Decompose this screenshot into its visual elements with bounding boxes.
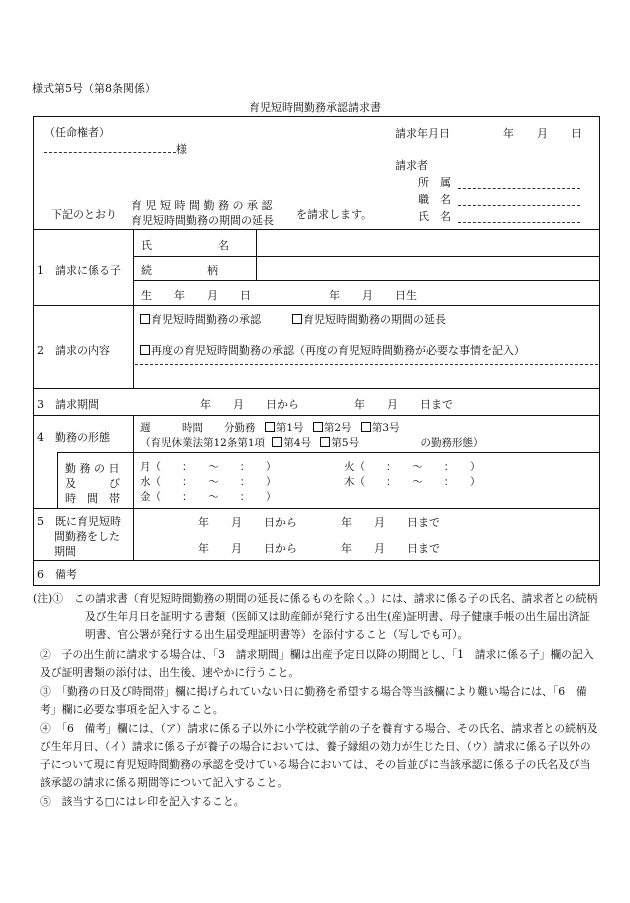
- request-day: 日: [571, 127, 582, 140]
- monday-hours[interactable]: 月（ ： ～ ： ）: [140, 461, 277, 473]
- section6-label: 6 備考: [37, 568, 77, 581]
- section5-label-2: 間勤務をした: [54, 530, 120, 543]
- checkbox-icon[interactable]: [313, 422, 323, 432]
- child-name-field[interactable]: [262, 233, 596, 253]
- position-label: 職 名: [418, 193, 451, 206]
- note-2: ② 子の出生前に請求する場合は、「3 請求期間」欄は出産予定日以降の期間とし、「1 請求に係る子」欄の記入及び証明書類の添付は、出生後、速やかに行うこと。: [40, 648, 594, 679]
- note-4: ④ 「6 備考」欄には、（ア）請求に係る子以外に小学校就学前の子を養育する場合、その氏名、請求者との続柄及び生年月日、（イ）請求に係る子が養子の場合においては、養子縁組の効力が生じた日、（ウ）請求に係る子以外の子について現に育児短時間勤務の承認を受けている場合においては、その旨並びに当該承認に係る子の氏名及び当該承認の請求に係る期間等について記入すること。: [40, 722, 598, 789]
- section5-label-1: 5 既に育児短時: [37, 515, 121, 528]
- affiliation-label: 所 属: [418, 176, 451, 189]
- note-3: ③ 「勤務の日及び時間帯」欄に掲げられていない日に勤務を希望する場合等当該欄により難い場合には、「6 備考」欄に必要な事項を記入すること。: [40, 685, 587, 716]
- remarks-field[interactable]: [133, 562, 598, 584]
- thursday-hours[interactable]: 木（ ： ～ ： ）: [344, 476, 481, 488]
- option-approval: 育 児 短 時 間 勤 務 の 承 認: [131, 199, 273, 212]
- section4-label: 4 勤務の形態: [37, 431, 110, 444]
- workday-sublabel-1: 勤 務 の 日: [65, 462, 120, 475]
- request-year: 年: [503, 127, 514, 140]
- request-period-value: 年 月 日から 年 月 日まで: [200, 398, 453, 411]
- requester-label: 請求者: [395, 159, 428, 172]
- wednesday-hours[interactable]: 水（ ： ～ ： ）: [140, 476, 277, 488]
- as-follows-text: 下記のとおり: [51, 208, 117, 221]
- checkbox-icon[interactable]: [140, 345, 150, 355]
- option-extension: 育児短時間勤務の期間の延長: [131, 214, 274, 227]
- section2-label: 2 請求の内容: [37, 344, 110, 357]
- appointer-field[interactable]: [44, 141, 187, 157]
- note-1: (注)① この請求書（育児短時間勤務の期間の延長に係るものを除く。）には、請求に係る子の氏名、請求者との続柄及び生年月日を証明する書類（医師又は助産師が発行する出生(産)証明書、母子健康手帳の出生届出済証明書、官公署が発行する出生届受理証明書等）を添付すること（写しでも可）。: [33, 592, 598, 641]
- form-number: 様式第5号（第8条関係）: [32, 82, 156, 95]
- request-month: 月: [537, 127, 548, 140]
- past-period-row1: 年 月 日から 年 月 日まで: [198, 516, 440, 529]
- checkbox-icon[interactable]: [272, 437, 282, 447]
- past-period-row2: 年 月 日から 年 月 日まで: [198, 542, 440, 555]
- child-birth-value: 年 月 日生: [329, 289, 417, 302]
- section3-label: 3 請求期間: [37, 398, 99, 411]
- check-extension[interactable]: 育児短時間勤務の期間の延長: [292, 311, 446, 327]
- position-field[interactable]: [458, 205, 580, 206]
- checkbox-icon[interactable]: [292, 314, 302, 324]
- section1-label: 1 請求に係る子: [37, 264, 121, 277]
- workday-sublabel-2: 及 び: [65, 477, 120, 490]
- request-suffix: を請求します。: [296, 208, 373, 221]
- workday-sublabel-3: 時 間 帯: [65, 492, 120, 505]
- tuesday-hours[interactable]: 火（ ： ～ ： ）: [344, 461, 481, 473]
- check-reapproval[interactable]: 再度の育児短時間勤務の承認（再度の育児短時間勤務が必要な事情を記入）: [140, 342, 525, 358]
- name-label: 氏 名: [418, 210, 451, 223]
- checkbox-icon[interactable]: [361, 422, 371, 432]
- name-field[interactable]: [458, 222, 580, 223]
- work-form-line2: （育児休業法第12条第1項 第4号 第5号 の勤務形態）: [140, 437, 484, 449]
- affiliation-field[interactable]: [458, 188, 580, 189]
- checkbox-icon[interactable]: [320, 437, 330, 447]
- checkbox-icon[interactable]: [265, 422, 275, 432]
- work-form-line1: 週 時間 分勤務 第1号 第2号 第3号: [140, 422, 400, 434]
- request-date-label: 請求年月日: [395, 127, 450, 140]
- child-relation-label: 続 柄: [141, 264, 218, 277]
- form-title: 育児短時間勤務承認請求書: [249, 101, 381, 114]
- child-name-label: 氏 名: [141, 239, 229, 252]
- sama-label: 様: [176, 143, 187, 156]
- section5-label-3: 期間: [54, 545, 76, 558]
- child-birth-label: 生 年 月 日: [141, 289, 251, 302]
- appointer-label: （任命権者）: [44, 126, 110, 139]
- checkbox-icon[interactable]: [140, 314, 150, 324]
- note-5: ⑤ 該当する□にはレ印を記入すること。: [40, 795, 245, 808]
- friday-hours[interactable]: 金（ ： ～ ： ）: [140, 491, 277, 503]
- child-relation-field[interactable]: [262, 259, 596, 278]
- check-approval[interactable]: 育児短時間勤務の承認: [140, 311, 261, 327]
